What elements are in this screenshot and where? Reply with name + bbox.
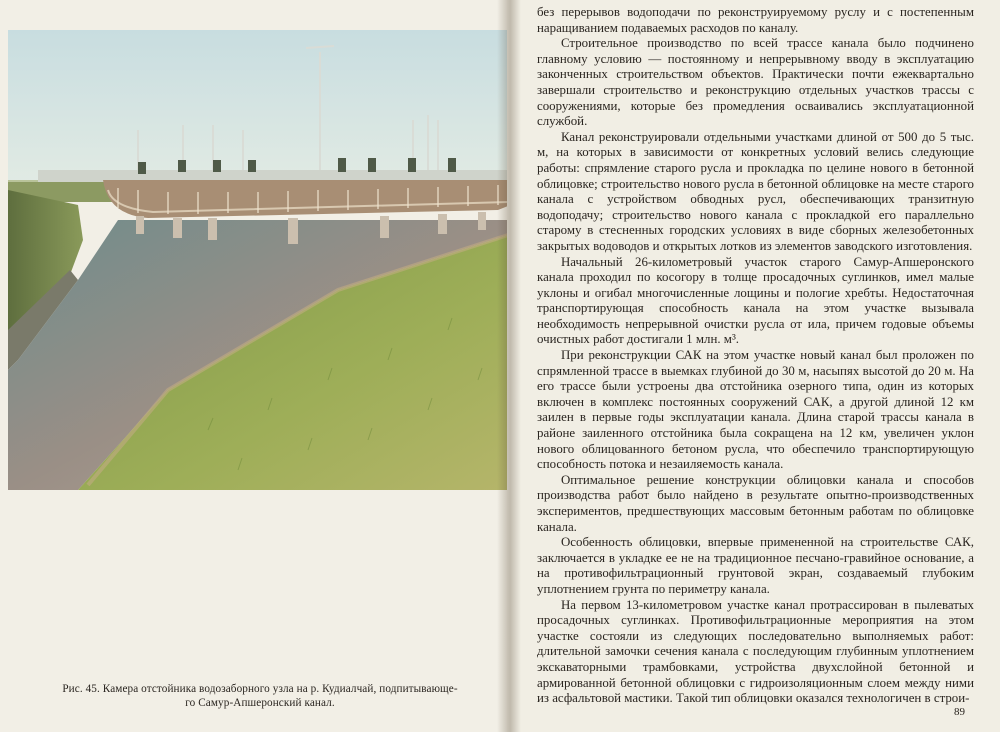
paragraph: Строительное производство по всей трассе канала было подчинено главному условию — постоянному и непрерывному вводу в эксплуатацию законченных строительством объектов. Практически почти ежеквартально завершали строительство и реконструкцию отдельных участков трассы с сооружениями, которые без промедления осваивались эксплуатационной службой. — [537, 36, 974, 129]
caption-line-1: Рис. 45. Камера отстойника водозаборного узла на р. Кудиалчай, подпитывающе- — [62, 683, 458, 695]
body-text — [537, 5, 974, 707]
paragraph: Начальный 26-километровый участок старого Самур-Апшеронского канала проходил по косогору в толще просадочных суглинков, имел малые уклоны и огибал многочисленные лощины и пологие хребты. Недостаточная транспортирующая способность канала на этом участке вызывала необходимость непрерывной очистки русла от ила, причем годовые объемы очистных работ достигали 1 млн. м³. — [537, 254, 974, 347]
figure-caption — [40, 683, 480, 710]
paragraph: Канал реконструировали отдельными участками длиной от 500 до 5 тыс. м, на которых в зависимости от конкретных условий велись следующие работы: спрямление старого русла и прокладка по целине нового в бетонной облицовке; строительство нового русла в бетонной облицовке на месте старого канала с устройством обводных русл, обеспечивающих транзитную водоподачу; строительство нового канала с прокладкой его параллельно старому в стесненных городских условиях в виде сборных железобетонных закрытых водоводов и открытых лотков из элементов заводского изготовления. — [537, 129, 974, 253]
paragraph: Особенность облицовки, впервые примененной на строительстве САК, заключается в укладке ее не на традиционное песчано-гравийное основание, а на противофильтрационный грунтовой экран, создаваемый глубоким уплотнением грунта по периметру канала. — [537, 535, 974, 596]
figure-photo — [8, 30, 508, 490]
paragraph: На первом 13-километровом участке канал протрассирован в пылеватых просадочных суглинках. Противофильтрационные мероприятия на этом участке состояли из следующих последовательно выполняемых работ: длительной замочки сечения канала с последующим глубинным уплотнением экскаваторными трамбовками, устройства двухслойной бетонной и армированной бетонной облицовки с гидроизоляционным слоем между ними из асфальтовой мастики. Такой тип облицовки оказался технологичен в строи- — [537, 597, 974, 706]
paragraph: При реконструкции САК на этом участке новый канал был проложен по спрямленной трассе в выемках глубиной до 30 м, насыпях высотой до 20 м. На его трассе были устроены два отстойника озерного типа, один из которых включен в комплекс постоянных сооружений САК, а другой длиной 12 км заилен в первые годы эксплуатации канала. Длина старой трассы канала в районе заиленного отстойника была сокращена на 12 км, увеличен уклон нового облицованного бетоном русла, что обеспечило транспортирующую способность потока и незаиляемость канала. — [537, 348, 974, 472]
paragraph: Оптимальное решение конструкции облицовки канала и способов производства работ было найдено в результате опытно-производственных экспериментов, предшествующих массовым бетонным работам по облицовке канала. — [537, 472, 974, 534]
canal-settling-chamber-photo — [8, 30, 508, 490]
caption-line-2: го Самур-Апшеронский канал. — [185, 696, 335, 709]
book-gutter — [497, 0, 521, 732]
paragraph: без перерывов водоподачи по реконструируемому руслу и с постепенным наращиванием подаваемых расходов по каналу. — [537, 5, 974, 35]
page-number: 89 — [954, 706, 965, 718]
